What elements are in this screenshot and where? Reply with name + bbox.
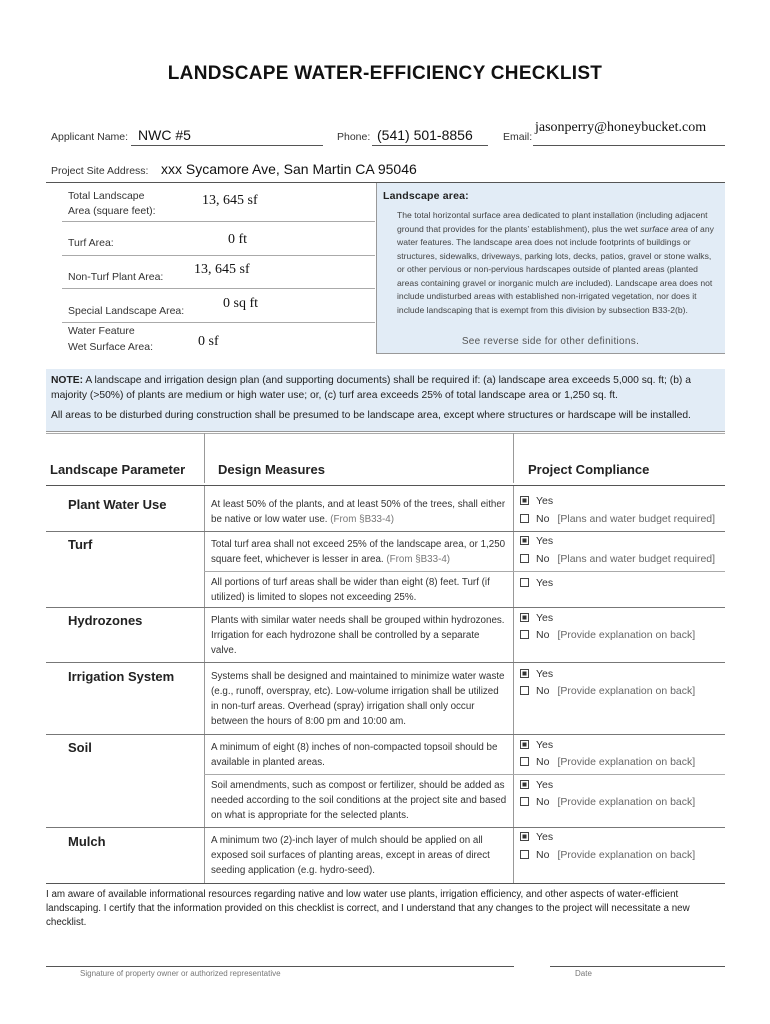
no-option[interactable]: No [Provide explanation on back] bbox=[520, 849, 695, 861]
email-field[interactable]: jasonperry@honeybucket.com bbox=[535, 120, 707, 135]
checkbox-unchecked[interactable] bbox=[520, 797, 529, 806]
special-landscape-value[interactable]: 0 sq ft bbox=[223, 296, 258, 311]
row-rule bbox=[46, 607, 725, 608]
no-option[interactable]: No [Provide explanation on back] bbox=[520, 756, 695, 768]
water-feature-label-2: Wet Surface Area: bbox=[68, 341, 154, 353]
param-turf: Turf bbox=[68, 537, 93, 552]
checkbox-unchecked[interactable] bbox=[520, 686, 529, 695]
yes-option[interactable]: Yes bbox=[520, 831, 553, 843]
applicant-name-field[interactable]: NWC #5 bbox=[138, 127, 191, 143]
measure-hydrozones: Plants with similar water needs shall be grouped within hydrozones. Irrigation for each hydrozone shall be controlled by a separate valve. bbox=[211, 615, 505, 656]
site-address-label: Project Site Address: bbox=[51, 165, 149, 177]
row-rule bbox=[46, 827, 725, 828]
special-landscape-label: Special Landscape Area: bbox=[68, 305, 185, 317]
table-column-divider bbox=[513, 486, 514, 884]
table-bottom-rule bbox=[46, 883, 725, 884]
checkbox-checked[interactable] bbox=[520, 780, 529, 789]
total-landscape-value[interactable]: 13, 645 sf bbox=[202, 193, 258, 208]
site-address-field[interactable]: xxx Sycamore Ave, San Martin CA 95046 bbox=[161, 161, 417, 177]
checkbox-unchecked[interactable] bbox=[520, 630, 529, 639]
non-turf-area-label: Non-Turf Plant Area: bbox=[68, 271, 164, 283]
non-turf-area-value[interactable]: 13, 645 sf bbox=[194, 262, 250, 277]
email-underline bbox=[533, 145, 725, 146]
area-divider bbox=[62, 221, 375, 222]
note-text-2: All areas to be disturbed during construction shall be presumed to be landscape area, except where structures or hardscape will be installed. bbox=[51, 410, 691, 421]
applicant-underline bbox=[131, 145, 323, 146]
param-hydrozones: Hydrozones bbox=[68, 613, 143, 628]
yes-option[interactable]: Yes bbox=[520, 612, 553, 624]
checkbox-checked[interactable] bbox=[520, 740, 529, 749]
phone-underline bbox=[372, 145, 488, 146]
param-soil: Soil bbox=[68, 740, 92, 755]
yes-option[interactable]: Yes bbox=[520, 577, 553, 589]
turf-area-value[interactable]: 0 ft bbox=[228, 232, 248, 247]
yes-option[interactable]: Yes bbox=[520, 739, 553, 751]
row-rule bbox=[46, 734, 725, 735]
phone-field[interactable]: (541) 501-8856 bbox=[377, 127, 473, 143]
header-project-compliance: Project Compliance bbox=[528, 462, 650, 477]
certification-text: I am aware of available informational resources regarding native and low water use plants, irrigation efficiency, and other aspects of water-efficient landscaping. I certify that the information provided on this checklist is correct, and I understand that any changes to the project will necessitate a new checklist. bbox=[46, 889, 690, 928]
area-divider bbox=[62, 322, 375, 323]
total-landscape-label-1: Total Landscape bbox=[68, 190, 145, 202]
checkbox-checked[interactable] bbox=[520, 496, 529, 505]
total-landscape-label-2: Area (square feet): bbox=[68, 205, 156, 217]
table-column-divider bbox=[204, 486, 205, 884]
no-option[interactable]: No [Provide explanation on back] bbox=[520, 685, 695, 697]
area-divider bbox=[62, 255, 375, 256]
checkbox-unchecked[interactable] bbox=[520, 514, 529, 523]
checkbox-checked[interactable] bbox=[520, 536, 529, 545]
header-design-measures: Design Measures bbox=[218, 462, 325, 477]
no-option[interactable]: No [Plans and water budget required] bbox=[520, 553, 715, 565]
yes-option[interactable]: Yes bbox=[520, 495, 553, 507]
table-top-rule bbox=[46, 433, 725, 434]
measure-mulch: A minimum two (2)-inch layer of mulch should be applied on all exposed soil surfaces of planting areas, except in areas of direct seeding application (e.g. hydro-seed). bbox=[211, 835, 490, 876]
water-feature-value[interactable]: 0 sf bbox=[198, 334, 219, 349]
measure-turf-area: Total turf area shall not exceed 25% of the landscape area, or 1,250 square feet, whichever is lesser in area. (From §B33-4) bbox=[211, 539, 506, 565]
param-mulch: Mulch bbox=[68, 834, 106, 849]
checkbox-unchecked[interactable] bbox=[520, 578, 529, 587]
date-line[interactable] bbox=[550, 966, 725, 967]
applicant-label: Applicant Name: bbox=[51, 131, 129, 143]
table-header-divider bbox=[513, 433, 514, 483]
measure-turf-width: All portions of turf areas shall be wider than eight (8) feet. Turf (if utilized) is limited to slopes not exceeding 25%. bbox=[211, 577, 490, 603]
yes-option[interactable]: Yes bbox=[520, 668, 553, 680]
no-option[interactable]: No [Provide explanation on back] bbox=[520, 629, 695, 641]
checkbox-unchecked[interactable] bbox=[520, 554, 529, 563]
checkbox-checked[interactable] bbox=[520, 613, 529, 622]
table-header-divider bbox=[204, 433, 205, 483]
row-rule bbox=[46, 662, 725, 663]
measure-irrigation-system: Systems shall be designed and maintained to minimize water waste (e.g., runoff, overspray, etc). Low-volume irrigation shall be utilized in non-turf areas. Overhead (spray) irrigation shall only occur between the hours of 8:00 pm and 10:00 am. bbox=[211, 671, 505, 727]
yes-option[interactable]: Yes bbox=[520, 535, 553, 547]
form-title: LANDSCAPE WATER-EFFICIENCY CHECKLIST bbox=[167, 63, 603, 84]
note-text: NOTE: A landscape and irrigation design plan (and supporting documents) shall be required if: (a) landscape area exceeds 5,000 sq. ft; (b) a majority (>50%) of plants are medium or high water use; or, (c) turf area exceeds 25% of total landscape area or 1,250 sq. ft. bbox=[51, 375, 691, 401]
signature-caption: Signature of property owner or authorized representative bbox=[80, 969, 281, 978]
checkbox-unchecked[interactable] bbox=[520, 850, 529, 859]
turf-area-label: Turf Area: bbox=[68, 237, 114, 249]
measure-soil-amendments: Soil amendments, such as compost or fertilizer, should be added as needed according to the soil conditions at the project site and based on what is appropriate for the selected plants. bbox=[211, 780, 507, 821]
definition-title: Landscape area: bbox=[383, 190, 469, 202]
definition-text: The total horizontal surface area dedicated to plant installation (including adjacent ground that provides for the plants’ establishment), plus the wet surface area of any water features. The landscape area does not include footprints of buildings or structures, sidewalks, driveways, parking lots, decks, patios, gravel or stone walks, or other pervious or non-pervious hardscapes outside of planted areas (planted areas containing gravel or inorganic mulch are included). Landscape area does not include undisturbed areas with established non-irrigated vegetation, nor does it include landscaping that is exempt from this division by subsection B33-2(b). bbox=[397, 210, 714, 315]
water-feature-label-1: Water Feature bbox=[68, 325, 135, 337]
checkbox-checked[interactable] bbox=[520, 832, 529, 841]
table-header-rule bbox=[46, 485, 725, 486]
measure-plant-water-use: At least 50% of the plants, and at least 50% of the trees, shall either be native or low water use. (From §B33-4) bbox=[211, 499, 506, 525]
row-subrule bbox=[204, 571, 725, 572]
date-caption: Date bbox=[575, 969, 592, 978]
measure-soil-topsoil: A minimum of eight (8) inches of non-compacted topsoil should be available in planted areas. bbox=[211, 742, 498, 768]
header-landscape-parameter: Landscape Parameter bbox=[50, 462, 186, 477]
param-plant-water-use: Plant Water Use bbox=[68, 497, 167, 512]
row-rule bbox=[46, 531, 725, 532]
signature-line[interactable] bbox=[46, 966, 514, 967]
yes-option[interactable]: Yes bbox=[520, 779, 553, 791]
checkbox-unchecked[interactable] bbox=[520, 757, 529, 766]
row-subrule bbox=[204, 774, 725, 775]
param-irrigation-system: Irrigation System bbox=[68, 669, 175, 684]
email-label: Email: bbox=[503, 131, 533, 143]
checkbox-checked[interactable] bbox=[520, 669, 529, 678]
no-option[interactable]: No [Plans and water budget required] bbox=[520, 513, 715, 525]
area-divider bbox=[62, 288, 375, 289]
definition-see-reverse: See reverse side for other definitions. bbox=[461, 336, 640, 347]
phone-label: Phone: bbox=[337, 131, 371, 143]
no-option[interactable]: No [Provide explanation on back] bbox=[520, 796, 695, 808]
